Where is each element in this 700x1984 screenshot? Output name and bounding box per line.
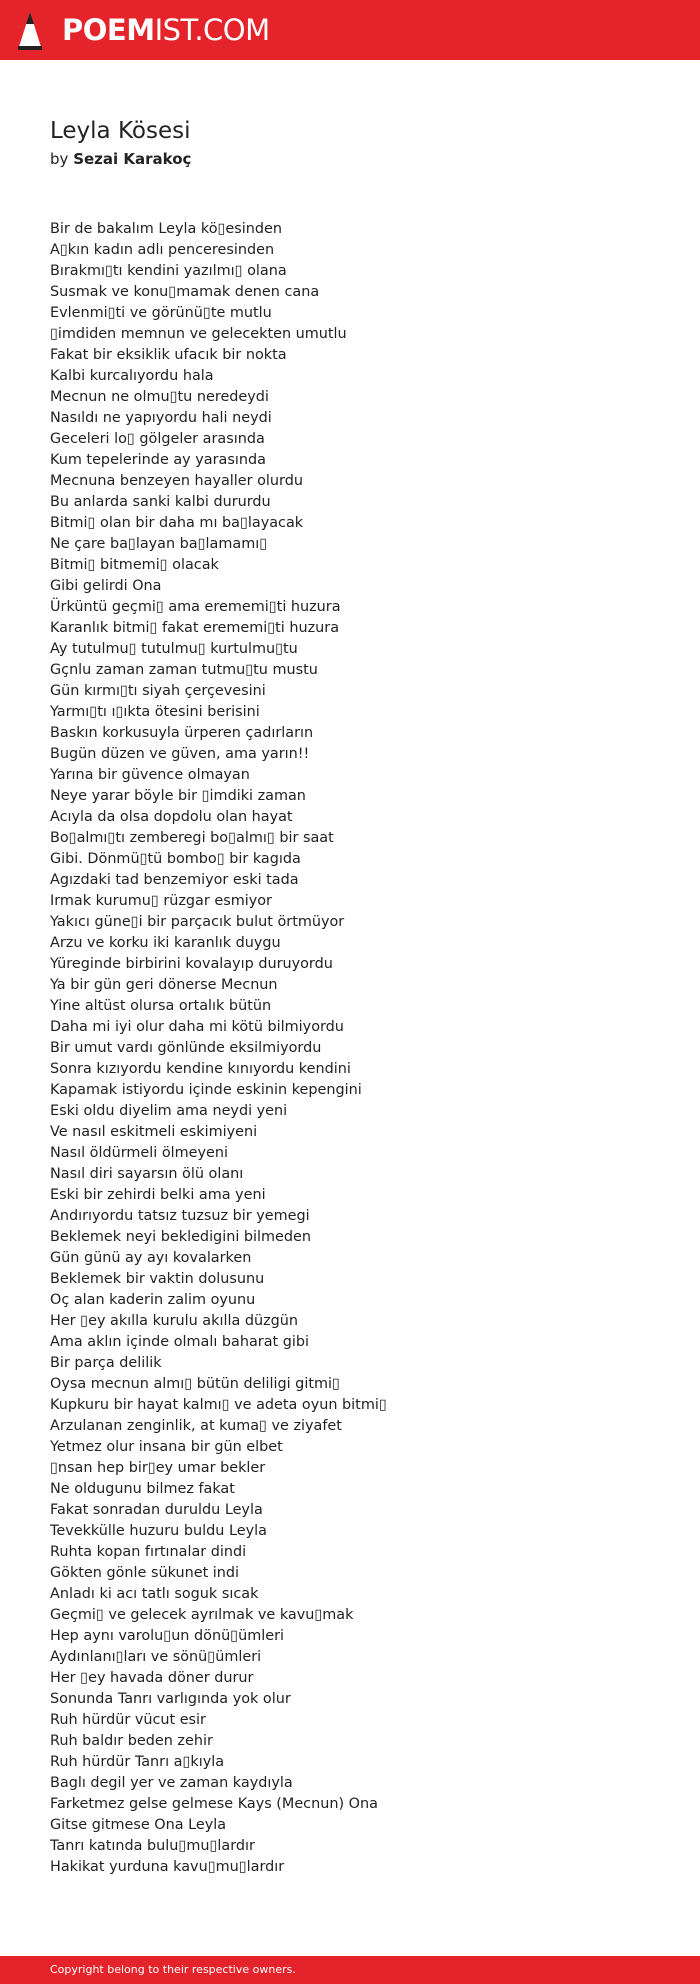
poem-line: Baglı degil yer ve zaman kaydıyla — [50, 1775, 293, 1791]
poem-line: Oç alan kaderin zalim oyunu — [50, 1292, 256, 1308]
poem-line: Agızdaki tad benzemiyor eski tada — [50, 872, 299, 888]
by-label: by — [50, 150, 69, 168]
poem-line: Yarmı▯tı ı▯ıkta ötesini berisini — [50, 704, 260, 720]
poem-line: Fakat sonradan duruldu Leyla — [50, 1502, 263, 1518]
poem-line: Kalbi kurcalıyordu hala — [50, 368, 214, 384]
poem-line: Bırakmı▯tı kendini yazılmı▯ olana — [50, 263, 287, 279]
poem-line: Beklemek bir vaktin dolusunu — [50, 1271, 265, 1287]
copyright-text: Copyright belong to their respective owners. — [50, 1963, 296, 1976]
poem-line: Sonunda Tanrı varlıgında yok olur — [50, 1691, 291, 1707]
poem-line: Her ▯ey akılla kurulu akılla düzgün — [50, 1313, 299, 1329]
poem-title: Leyla Kösesi — [50, 118, 191, 144]
poem-line: Gibi. Dönmü▯tü bombo▯ bir kagıda — [50, 851, 301, 867]
poem-line: Ve nasıl eskitmeli eskimiyeni — [50, 1124, 258, 1140]
poem-line: Mecnun ne olmu▯tu neredeydi — [50, 389, 269, 405]
poem-line: Ruhta kopan fırtınalar dindi — [50, 1544, 247, 1560]
poem-line: Bitmi▯ olan bir daha mı ba▯layacak — [50, 515, 304, 531]
poem-line: Kapamak istiyordu içinde eskinin kepengini — [50, 1082, 362, 1098]
poem-line: Geceleri lo▯ gölgeler arasında — [50, 431, 265, 447]
poem-line: Nasıl diri sayarsın ölü olanı — [50, 1166, 244, 1182]
poem-line: Geçmi▯ ve gelecek ayrılmak ve kavu▯mak — [50, 1607, 354, 1623]
poem-line: Yakıcı güne▯i bir parçacık bulut örtmüyor — [50, 914, 345, 930]
poem-line: Her ▯ey havada döner durur — [50, 1670, 254, 1686]
poem-line: Oysa mecnun almı▯ bütün deliligi gitmi▯ — [50, 1376, 340, 1392]
logo-light-text: IST.COM — [154, 13, 270, 47]
poem-line: Ruh hürdür vücut esir — [50, 1712, 206, 1728]
byline — [50, 148, 191, 170]
site-header — [0, 0, 700, 60]
poem-line: Beklemek neyi bekledigini bilmeden — [50, 1229, 311, 1245]
poem-line: Hakikat yurduna kavu▯mu▯lardır — [50, 1859, 285, 1875]
poem-line: Irmak kurumu▯ rüzgar esmiyor — [50, 893, 272, 909]
poem-line: Tevekkülle huzuru buldu Leyla — [50, 1523, 267, 1539]
poem-line: Yüreginde birbirini kovalayıp duruyordu — [50, 956, 333, 972]
site-logo[interactable] — [62, 10, 270, 50]
poem-line: Fakat bir eksiklik ufacık bir nokta — [50, 347, 287, 363]
poem-line: Bugün düzen ve güven, ama yarın!! — [50, 746, 310, 762]
poem-line: Neye yarar böyle bir ▯imdiki zaman — [50, 788, 306, 804]
poem-line: Kum tepelerinde ay yarasında — [50, 452, 266, 468]
poem-line: Nasıl öldürmeli ölmeyeni — [50, 1145, 228, 1161]
poem-line: Bir de bakalım Leyla kö▯esinden — [50, 221, 283, 237]
poem-line: Eski oldu diyelim ama neydi yeni — [50, 1103, 288, 1119]
poem-line: Ne oldugunu bilmez fakat — [50, 1481, 235, 1497]
poem-line: Karanlık bitmi▯ fakat erememi▯ti huzura — [50, 620, 340, 636]
poem-line: Tanrı katında bulu▯mu▯lardır — [50, 1838, 255, 1854]
pencil-tip-icon[interactable] — [17, 11, 43, 51]
poem-line: Ay tutulmu▯ tutulmu▯ kurtulmu▯tu — [50, 641, 298, 657]
poem-line: Evlenmi▯ti ve görünü▯te mutlu — [50, 305, 272, 321]
poem-line: Bir umut vardı gönlünde eksilmiyordu — [50, 1040, 322, 1056]
poem-line: ▯imdiden memnun ve gelecekten umutlu — [50, 326, 347, 342]
poem-line: Arzulanan zenginlik, at kuma▯ ve ziyafet — [50, 1418, 342, 1434]
poem-line: Yine altüst olursa ortalık bütün — [50, 998, 272, 1014]
site-footer — [0, 1956, 700, 1984]
poem-line: Farketmez gelse gelmese Kays (Mecnun) Ona — [50, 1796, 378, 1812]
poem-line: Bitmi▯ bitmemi▯ olacak — [50, 557, 219, 573]
poem-line: Gçnlu zaman zaman tutmu▯tu mustu — [50, 662, 318, 678]
poem-line: Bir parça delilik — [50, 1355, 162, 1371]
poem-line: Gökten gönle sükunet indi — [50, 1565, 240, 1581]
poem-line: Susmak ve konu▯mamak denen cana — [50, 284, 320, 300]
poem-line: Nasıldı ne yapıyordu hali neydi — [50, 410, 272, 426]
poem-line: Sonra kızıyordu kendine kınıyordu kendini — [50, 1061, 351, 1077]
poem-line: Gibi gelirdi Ona — [50, 578, 162, 594]
poem-line: Gitse gitmese Ona Leyla — [50, 1817, 227, 1833]
poem-body — [50, 219, 387, 1878]
poem-line: Ruh baldır beden zehir — [50, 1733, 213, 1749]
poem-line: Ruh hürdür Tanrı a▯kıyla — [50, 1754, 225, 1770]
poem-line: Andırıyordu tatsız tuzsuz bir yemegi — [50, 1208, 310, 1224]
poem-line: Aydınlanı▯ları ve sönü▯ümleri — [50, 1649, 262, 1665]
poem-line: Hep aynı varolu▯un dönü▯ümleri — [50, 1628, 285, 1644]
poem-line: Ürküntü geçmi▯ ama erememi▯ti huzura — [50, 599, 341, 615]
poem-line: Yarına bir güvence olmayan — [50, 767, 250, 783]
poem-line: Gün günü ay ayı kovalarken — [50, 1250, 252, 1266]
poem-line: Bo▯almı▯tı zemberegi bo▯almı▯ bir saat — [50, 830, 334, 846]
logo-bold-text: POEM — [62, 13, 155, 47]
poem-line: Kupkuru bir hayat kalmı▯ ve adeta oyun bitmi▯ — [50, 1397, 387, 1413]
poem-line: Bu anlarda sanki kalbi dururdu — [50, 494, 271, 510]
poem-line: Ama aklın içinde olmalı baharat gibi — [50, 1334, 310, 1350]
poem-line: Acıyla da olsa dopdolu olan hayat — [50, 809, 293, 825]
poem-line: Mecnuna benzeyen hayaller olurdu — [50, 473, 303, 489]
author-name[interactable]: Sezai Karakoç — [73, 150, 192, 168]
poem-line: Gün kırmı▯tı siyah çerçevesini — [50, 683, 266, 699]
poem-line: A▯kın kadın adlı penceresinden — [50, 242, 275, 258]
poem-line: Baskın korkusuyla ürperen çadırların — [50, 725, 314, 741]
poem-line: Ya bir gün geri dönerse Mecnun — [50, 977, 278, 993]
poem-line: Eski bir zehirdi belki ama yeni — [50, 1187, 266, 1203]
poem-line: Anladı ki acı tatlı soguk sıcak — [50, 1586, 259, 1602]
poem-line: Daha mi iyi olur daha mi kötü bilmiyordu — [50, 1019, 344, 1035]
poem-line: Ne çare ba▯layan ba▯lamamı▯ — [50, 536, 268, 552]
poem-line: ▯nsan hep bir▯ey umar bekler — [50, 1460, 266, 1476]
poem-line: Arzu ve korku iki karanlık duygu — [50, 935, 281, 951]
poem-line: Yetmez olur insana bir gün elbet — [50, 1439, 283, 1455]
